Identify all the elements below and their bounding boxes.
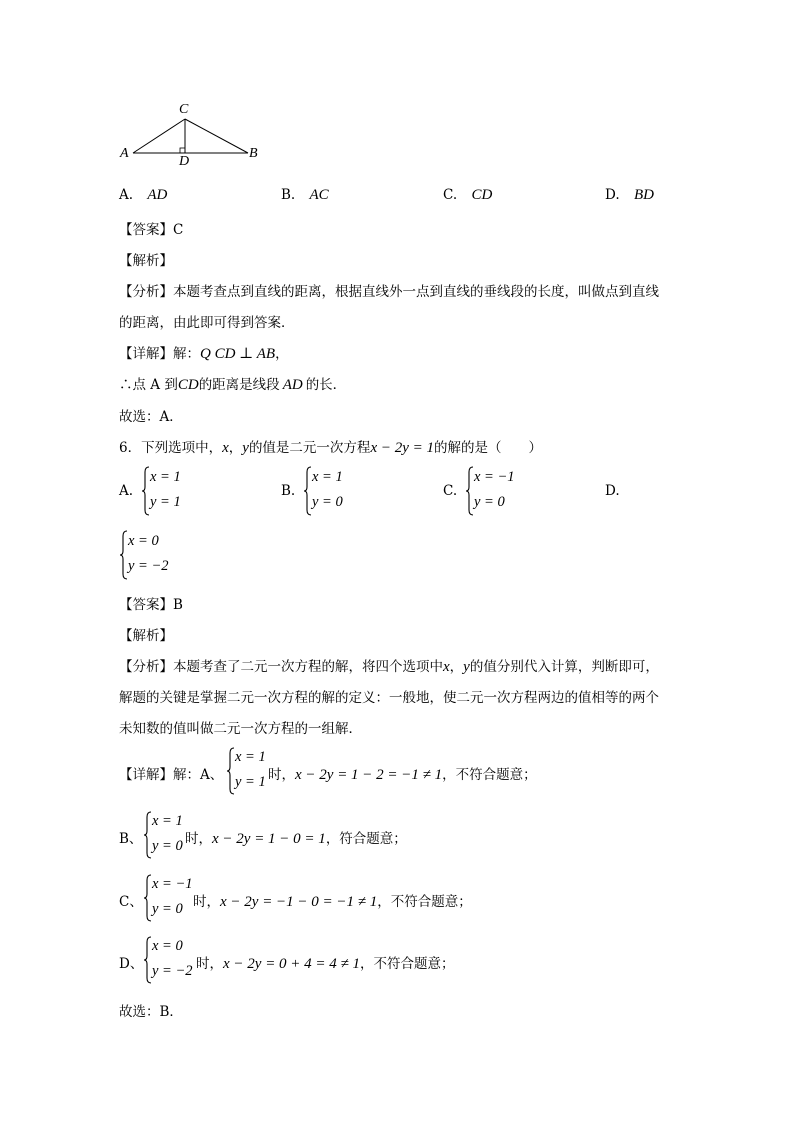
equation-row: x = −1 [152, 876, 193, 892]
q5-analysis-line-2: 的距离，由此即可得到答案． [119, 315, 295, 331]
detail-text: ∴点 A 到 [119, 377, 178, 393]
equation-row: x = −1 [474, 469, 515, 485]
q6-analysis-heading: 【解析】 [119, 628, 173, 644]
q5-detail-line-1 [119, 342, 289, 363]
option-value: BD [633, 187, 654, 203]
detail-prefix: 【详解】解： [119, 767, 200, 783]
stem-text: ， [228, 440, 243, 456]
detail-text: 的长． [305, 377, 347, 393]
option-value: AC [309, 187, 329, 203]
detail-math: AD [282, 377, 303, 393]
detail-verdict: ，不符合题意； [442, 767, 537, 783]
analysis-math: x [443, 659, 450, 675]
point-label-d: D [179, 154, 190, 169]
equation-row: y = 0 [152, 901, 183, 917]
equation-row: x = 1 [312, 469, 343, 485]
stem-equation: x − 2y = 1 [370, 440, 434, 456]
q6-detail-b-key: B、 [119, 831, 143, 847]
stem-text: 的值是二元一次方程 [248, 440, 371, 456]
equation-row: x = 0 [152, 938, 183, 954]
stem-text: 的解的是（ ） [434, 440, 542, 456]
detail-text: 时， [268, 767, 295, 783]
q6-option-d-key: D. [605, 483, 620, 499]
analysis-text: ， [449, 659, 464, 675]
detail-text: 时， [193, 894, 220, 910]
equation-row: x = 1 [235, 749, 266, 765]
q5-analysis-line-1: 【分析】本题考查点到直线的距离，根据直线外一点到直线的垂线段的长度，叫做点到直线 [119, 284, 659, 300]
detail-suffix: ， [275, 346, 289, 362]
option-value: CD [471, 187, 493, 203]
analysis-math: y [463, 659, 470, 675]
stem-math: x [222, 440, 229, 456]
q6-option-b-key: B. [281, 483, 296, 499]
equation-row: x = 1 [150, 469, 181, 485]
q6-analysis-line-2: 解题的关键是掌握二元一次方程的解的定义：一般地，使二元一次方程两边的值相等的两个 [119, 690, 659, 706]
equation-row: y = 0 [152, 838, 183, 854]
option-key: C. [443, 187, 458, 203]
q5-choice: 故选：A． [119, 409, 183, 425]
detail-text: 的距离是线段 [198, 377, 280, 393]
detail-calc: x − 2y = 0 + 4 = 4 ≠ 1 [223, 956, 361, 972]
detail-verdict: ，不符合题意； [377, 894, 472, 910]
equation-row: x = 1 [152, 813, 183, 829]
q6-option-d-system [119, 529, 189, 581]
detail-math: Q CD ⊥ AB [200, 346, 276, 362]
detail-calc: x − 2y = −1 − 0 = −1 ≠ 1 [220, 894, 378, 910]
q5-answer: 【答案】C [119, 222, 184, 238]
option-key: B. [281, 187, 296, 203]
stem-text: 6．下列选项中， [119, 440, 223, 456]
equation-row: y = −2 [152, 963, 193, 979]
q6-option-a-key: A. [119, 483, 134, 499]
option-key: D. [605, 187, 620, 203]
detail-prefix: 【详解】解： [119, 346, 200, 362]
detail-text: 时， [196, 956, 223, 972]
q6-option-b-system [303, 465, 363, 517]
q5-option-c [443, 187, 492, 204]
q6-analysis-line-3: 未知数的值叫做二元一次方程的一组解． [119, 721, 362, 737]
detail-key: A、 [200, 767, 224, 783]
q5-detail-line-2 [119, 373, 346, 394]
q5-option-a [119, 187, 167, 204]
q6-analysis-line-1 [119, 655, 659, 676]
stem-math: y [242, 440, 249, 456]
q6-option-c-system [465, 465, 535, 517]
option-key: A. [119, 187, 134, 203]
equation-row: y = 1 [235, 774, 266, 790]
detail-math: CD [177, 377, 199, 393]
q6-choice: 故选：B． [119, 1004, 183, 1020]
q6-detail-b-text [185, 827, 407, 848]
q6-answer: 【答案】B [119, 597, 183, 613]
q6-detail-d-key: D、 [119, 956, 144, 972]
q5-analysis-heading: 【解析】 [119, 253, 173, 269]
detail-text: 时， [185, 831, 212, 847]
analysis-text: 【分析】本题考查了二元一次方程的解，将四个选项中 [119, 659, 443, 675]
option-value: AD [147, 187, 168, 203]
equation-row: y = −2 [128, 558, 169, 574]
q6-detail-a-lead [119, 763, 223, 783]
q6-stem [119, 436, 542, 457]
q6-detail-d-text [196, 952, 455, 973]
q6-option-c-key: C. [443, 483, 458, 499]
detail-verdict: ，符合题意； [325, 831, 407, 847]
q6-option-a-system [141, 465, 201, 517]
equation-row: y = 0 [474, 494, 505, 510]
q5-option-d [605, 187, 654, 204]
detail-calc: x − 2y = 1 − 0 = 1 [212, 831, 326, 847]
equation-row: y = 1 [150, 494, 181, 510]
equation-row: y = 0 [312, 494, 343, 510]
equation-row: x = 0 [128, 533, 159, 549]
detail-verdict: ，不符合题意； [360, 956, 455, 972]
point-label-a: A [120, 146, 129, 161]
q5-option-b [281, 187, 329, 204]
detail-calc: x − 2y = 1 − 2 = −1 ≠ 1 [295, 767, 443, 783]
point-label-c: C [179, 102, 189, 117]
q6-detail-a-text [268, 763, 537, 784]
point-label-b: B [249, 146, 258, 161]
q6-detail-c-text [193, 890, 472, 911]
q6-detail-c-key: C、 [119, 894, 143, 910]
analysis-text: 的值分别代入计算，判断即可， [469, 659, 659, 675]
